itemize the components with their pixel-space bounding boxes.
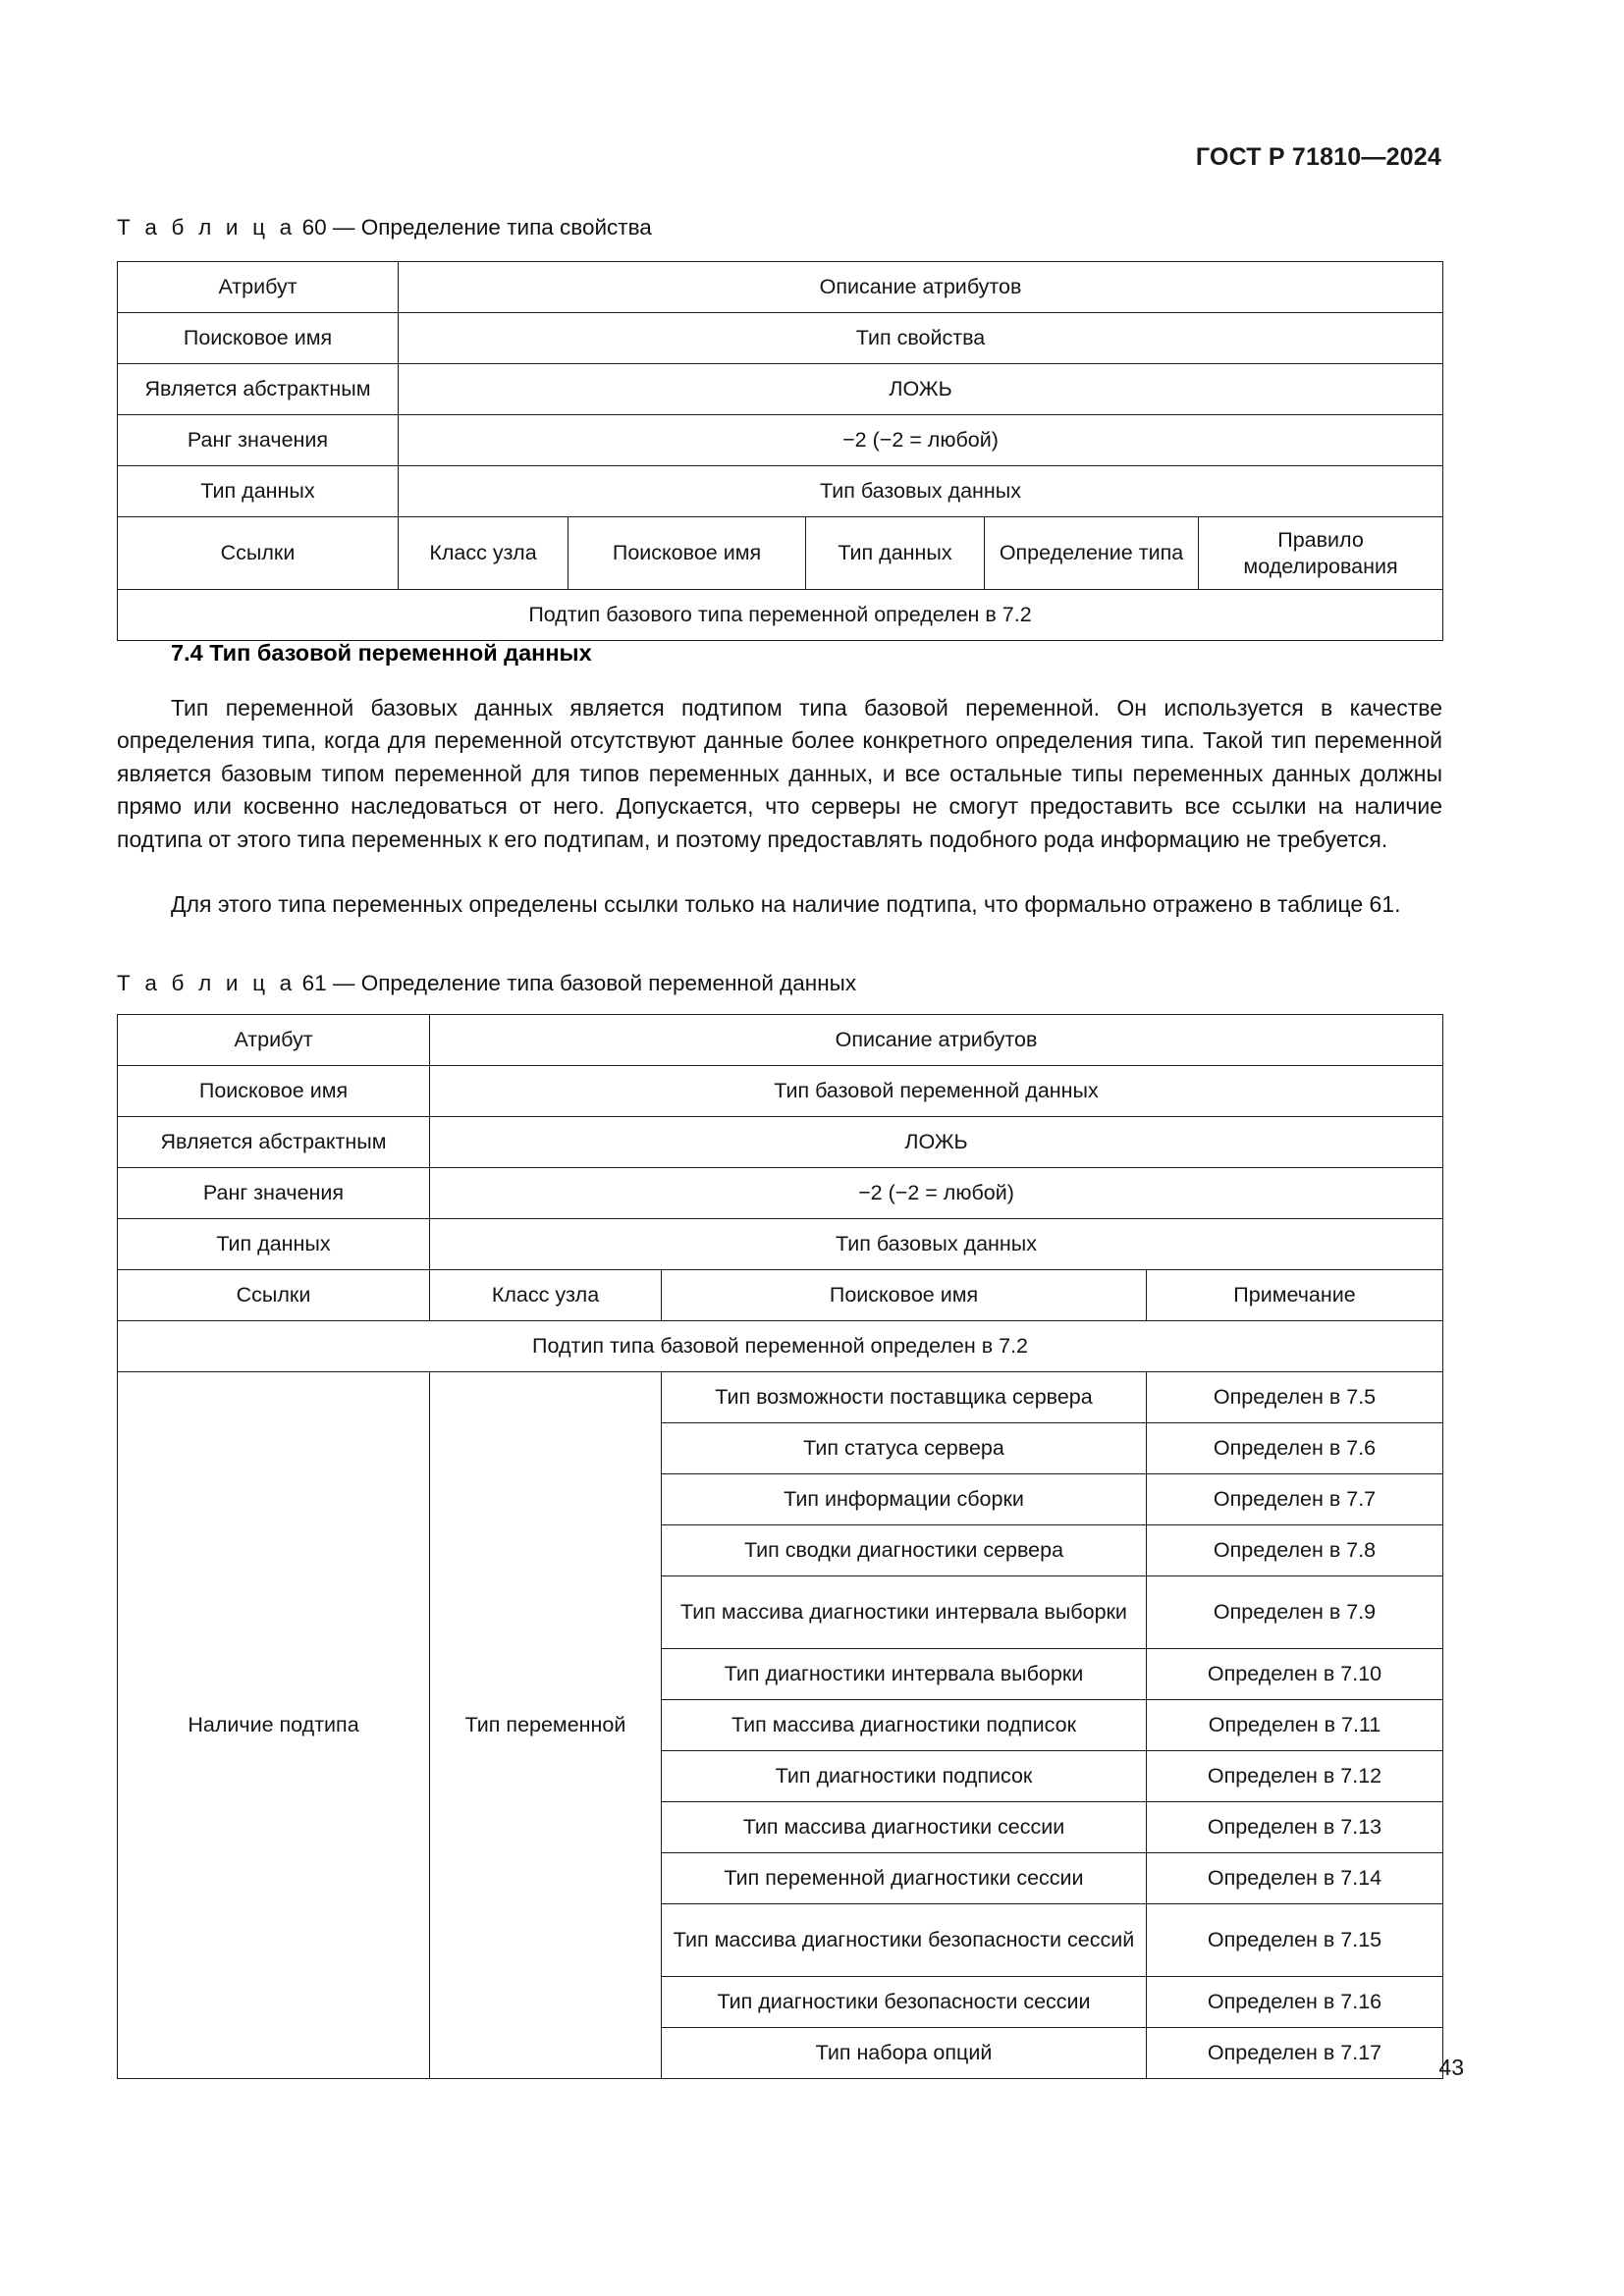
- t61-ref-note: Определен в 7.10: [1147, 1649, 1443, 1700]
- table-row: [118, 1066, 1443, 1117]
- t60-attribute-header: Атрибут: [118, 262, 399, 313]
- section-7-4-paragraph-2-wrapper: [117, 888, 1442, 921]
- t60-modelling-rule-header: Правило моделирования: [1199, 517, 1443, 590]
- t61-is-abstract-value: ЛОЖЬ: [430, 1117, 1443, 1168]
- t60-is-abstract-label: Является абстрактным: [118, 364, 399, 415]
- table-60-wrapper: [117, 261, 1442, 641]
- t61-references-header: Ссылки: [118, 1270, 430, 1321]
- table-header-row: [118, 517, 1443, 590]
- t60-value-rank-value: −2 (−2 = любой): [399, 415, 1443, 466]
- t61-ref-browse-name: Тип статуса сервера: [662, 1423, 1147, 1474]
- table-row: [118, 313, 1443, 364]
- table-row: [118, 1372, 1443, 1423]
- t61-ref-browse-name: Тип переменной диагностики сессии: [662, 1853, 1147, 1904]
- t60-footer-note: Подтип базового типа переменной определен в 7.2: [118, 590, 1443, 641]
- t61-ref-note: Определен в 7.8: [1147, 1525, 1443, 1576]
- table-row: [118, 415, 1443, 466]
- table-61-caption-dash: —: [332, 971, 355, 995]
- t60-browse-name-label: Поисковое имя: [118, 313, 399, 364]
- table-row: [118, 1117, 1443, 1168]
- t61-ref-browse-name: Тип информации сборки: [662, 1474, 1147, 1525]
- t61-browse-name-header: Поисковое имя: [662, 1270, 1147, 1321]
- standard-number-header: ГОСТ Р 71810—2024: [1195, 143, 1441, 171]
- t60-data-type-header: Тип данных: [806, 517, 985, 590]
- t60-is-abstract-value: ЛОЖЬ: [399, 364, 1443, 415]
- t61-browse-name-label: Поисковое имя: [118, 1066, 430, 1117]
- t60-references-header: Ссылки: [118, 517, 399, 590]
- t60-type-definition-header: Определение типа: [985, 517, 1199, 590]
- t61-ref-note: Определен в 7.7: [1147, 1474, 1443, 1525]
- table-row: [118, 1168, 1443, 1219]
- t61-value-rank-value: −2 (−2 = любой): [430, 1168, 1443, 1219]
- table-header-row: [118, 1270, 1443, 1321]
- t61-reference-group-node-class: Тип переменной: [430, 1372, 662, 2079]
- t61-data-type-label: Тип данных: [118, 1219, 430, 1270]
- t61-browse-name-value: Тип базовой переменной данных: [430, 1066, 1443, 1117]
- t61-is-abstract-label: Является абстрактным: [118, 1117, 430, 1168]
- table-60: [117, 261, 1443, 641]
- t61-description-header: Описание атрибутов: [430, 1015, 1443, 1066]
- t61-value-rank-label: Ранг значения: [118, 1168, 430, 1219]
- t61-ref-browse-name: Тип диагностики безопасности сессии: [662, 1977, 1147, 2028]
- page-number: 43: [1438, 2055, 1464, 2080]
- table-row: [118, 466, 1443, 517]
- t61-ref-note: Определен в 7.12: [1147, 1751, 1443, 1802]
- table-61-caption-title: Определение типа базовой переменной данных: [360, 971, 857, 995]
- t61-ref-note: Определен в 7.17: [1147, 2028, 1443, 2079]
- table-60-caption-dash: —: [332, 215, 355, 240]
- t61-ref-browse-name: Тип сводки диагностики сервера: [662, 1525, 1147, 1576]
- table-row: [118, 1219, 1443, 1270]
- t61-ref-note: Определен в 7.15: [1147, 1904, 1443, 1977]
- table-row: [118, 1015, 1443, 1066]
- table-60-caption-number: 60: [301, 215, 327, 240]
- t61-ref-note: Определен в 7.16: [1147, 1977, 1443, 2028]
- section-7-4-paragraph-1-wrapper: [117, 692, 1442, 856]
- table-row: [118, 364, 1443, 415]
- table-row: [118, 262, 1443, 313]
- t61-ref-note: Определен в 7.13: [1147, 1802, 1443, 1853]
- t60-browse-name-value: Тип свойства: [399, 313, 1443, 364]
- t61-ref-note: Определен в 7.6: [1147, 1423, 1443, 1474]
- table-60-caption-label: Т а б л и ц а: [117, 215, 297, 240]
- table-60-caption-title: Определение типа свойства: [360, 215, 652, 240]
- table-61: [117, 1014, 1443, 2079]
- t61-ref-browse-name: Тип массива диагностики подписок: [662, 1700, 1147, 1751]
- t61-subtype-note: Подтип типа базовой переменной определен в 7.2: [118, 1321, 1443, 1372]
- t61-node-class-header: Класс узла: [430, 1270, 662, 1321]
- t61-ref-browse-name: Тип массива диагностики интервала выборки: [662, 1576, 1147, 1649]
- table-61-caption-number: 61: [301, 971, 327, 995]
- t61-reference-group-references: Наличие подтипа: [118, 1372, 430, 2079]
- section-7-4: [117, 638, 1442, 668]
- t61-ref-browse-name: Тип диагностики интервала выборки: [662, 1649, 1147, 1700]
- section-heading-7-4: 7.4 Тип базовой переменной данных: [171, 640, 592, 666]
- table-60-caption: [117, 214, 1442, 241]
- t60-description-header: Описание атрибутов: [399, 262, 1443, 313]
- paragraph-1: Тип переменной базовых данных является подтипом типа базовой переменной. Он используется в качестве определения типа, когда для переменной отсутствуют данные более конкретного определения типа. Такой тип переменной является базовым типом переменной для типов переменных данных, и все остальные типы переменных данных должны прямо или косвенно наследоваться от него. Допускается, что серверы не смогут предоставить все ссылки на наличие подтипа от этого типа переменных к его подтипам, и поэтому предоставлять подобного рода информацию не требуется.: [117, 695, 1442, 852]
- t60-node-class-header: Класс узла: [399, 517, 568, 590]
- table-61-caption: [117, 970, 1442, 997]
- t60-data-type-value: Тип базовых данных: [399, 466, 1443, 517]
- table-row: [118, 590, 1443, 641]
- t61-ref-note: Определен в 7.9: [1147, 1576, 1443, 1649]
- t61-attribute-header: Атрибут: [118, 1015, 430, 1066]
- t61-data-type-value: Тип базовых данных: [430, 1219, 1443, 1270]
- table-61-wrapper: [117, 1014, 1442, 2079]
- t61-ref-note: Определен в 7.5: [1147, 1372, 1443, 1423]
- t61-ref-browse-name: Тип набора опций: [662, 2028, 1147, 2079]
- t61-ref-browse-name: Тип массива диагностики сессии: [662, 1802, 1147, 1853]
- t61-ref-browse-name: Тип массива диагностики безопасности сессий: [662, 1904, 1147, 1977]
- t61-note-header: Примечание: [1147, 1270, 1443, 1321]
- t61-ref-browse-name: Тип возможности поставщика сервера: [662, 1372, 1147, 1423]
- t60-value-rank-label: Ранг значения: [118, 415, 399, 466]
- table-61-caption-label: Т а б л и ц а: [117, 971, 297, 995]
- t60-data-type-label: Тип данных: [118, 466, 399, 517]
- paragraph-2: Для этого типа переменных определены ссылки только на наличие подтипа, что формально отражено в таблице 61.: [171, 891, 1401, 917]
- t61-ref-note: Определен в 7.11: [1147, 1700, 1443, 1751]
- t60-browse-name-header: Поисковое имя: [568, 517, 806, 590]
- t61-ref-note: Определен в 7.14: [1147, 1853, 1443, 1904]
- table-row: [118, 1321, 1443, 1372]
- t61-ref-browse-name: Тип диагностики подписок: [662, 1751, 1147, 1802]
